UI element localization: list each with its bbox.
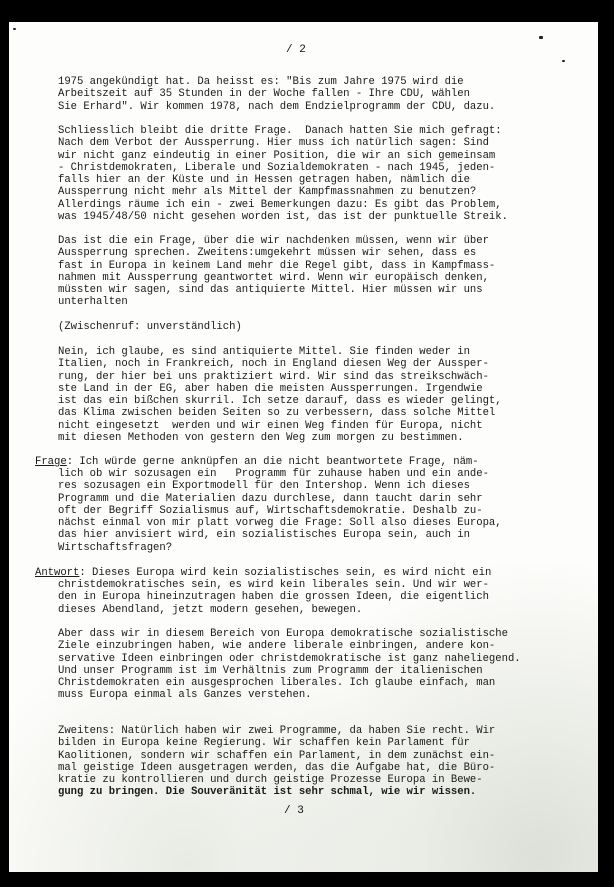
text-line: das hier anvisiert wird, ein sozialistisches Europa sein, auch in <box>58 529 470 542</box>
text-line: ste Land in der EG, aber haben die meisten Aussperrungen. Irgendwie <box>58 382 483 395</box>
text-line: kratie zu kontrollieren und durch geistige Prozesse Europa in Bewe- <box>58 774 483 786</box>
interjection <box>58 321 242 333</box>
text-line: falls hier an der Küste und in Hessen getragen haben, nämlich die <box>58 174 470 186</box>
text-line: christdemokratisches sein, es wird kein liberales sein. Und wir wer- <box>58 579 489 591</box>
text-line: nicht eingesetzt werden und wir einen Weg finden für Europa, nicht <box>58 419 483 432</box>
text-line: Wirtschaftsfragen? <box>58 541 173 554</box>
text-line: lich ob wir sozusagen ein Programm für zuhause haben und ein ande- <box>58 468 489 480</box>
text-line: oft der Begriff Sozialismus auf, Wirtschaftsdemokratie. Deshalb zu- <box>58 504 483 517</box>
text-line: Nach dem Verbot der Aussperrung. Hier muss ich natürlich sagen: Sind <box>58 137 489 150</box>
text-line: mit diesen Methoden von gestern den Weg zum morgen zu bestimmen. <box>58 431 464 444</box>
text-line: Italien, noch in Frankreich, noch in England diesen Weg der Aussper- <box>58 358 489 371</box>
text-line: ist das ein bißchen skurril. Ich setze darauf, dass es wieder gelingt, <box>58 395 502 407</box>
answer-body <box>58 579 489 616</box>
text-line: 1975 angekündigt hat. Da heisst es: "Bis zum Jahre 1975 wird die <box>58 76 464 88</box>
scan-speck <box>539 36 543 39</box>
text-line: Allerdings räume ich ein - zwei Bemerkungen dazu: Es gibt das Problem, <box>58 198 502 211</box>
text-line: Aussperrung sprechen. Zweitens:umgekehrt müssen wir sehen, dass es <box>58 247 477 260</box>
paragraph-1 <box>58 76 495 113</box>
text-line: servative Ideen einbringen oder christdemokratische ist ganz naheliegend. <box>58 652 521 665</box>
text-line: Christdemokraten ein ausgesprochen liberales. Ich glaube einfach, man <box>58 677 496 689</box>
text-line: res sozusagen ein Exportmodell für den Intershop. Wenn ich dieses <box>58 480 470 493</box>
text-line: Und unser Programm ist im Verhältnis zum Programm der italienischen <box>58 664 483 677</box>
text-line: Nein, ich glaube, es sind antiquierte Mittel. Sie finden weder in <box>58 346 470 358</box>
question-first-line <box>35 456 479 468</box>
page-number-header: / 2 <box>286 44 306 56</box>
text-line: bilden in Europa keine Regierung. Wir schaffen kein Parlament für <box>58 737 470 750</box>
text-line: das Klima zwischen beiden Seiten so zu verbessern, dass solche Mittel <box>58 407 496 420</box>
paragraph-6 <box>58 628 521 702</box>
text-line: fast in Europa in keinem Land mehr die Regel gibt, dass in Kampfmass- <box>58 259 496 272</box>
answer-first-line <box>35 567 491 579</box>
text-line: Ziele einzubringen haben, wie andere liberale einbringen, andere kon- <box>58 640 496 653</box>
text-line: Aber dass wir in diesem Bereich von Europa demokratische sozialistische <box>58 628 508 640</box>
text-line: müssten wir sagen, sind das antiquierte Mittel. Hier müssen wir uns <box>58 284 483 296</box>
text-line: mal geistige Ideen ausgetragen werden, das die Aufgabe hat, die Büro- <box>58 761 496 774</box>
paragraph-7-last-line: gung zu bringen. Die Souveränität ist sehr schmal, wie wir wissen. <box>58 786 477 798</box>
paragraph-7 <box>58 725 495 786</box>
paragraph-5 <box>58 346 502 444</box>
paragraph-2 <box>58 125 508 223</box>
text-line: Kaolitionen, sondern wir schaffen ein Parlament, in dem zunächst ein- <box>58 749 496 762</box>
text-line: Aussperrung nicht mehr als Mittel der Kampfmassnahmen zu benutzen? <box>58 186 477 199</box>
text-line: was 1945/48/50 nicht gesehen worden ist, das ist der punktuelle Streik. <box>58 210 508 223</box>
text-line: Schliesslich bleibt die dritte Frage. Danach hatten Sie mich gefragt: <box>58 125 502 137</box>
text-line: nahmen mit Aussperrung geantwortet wird. Wenn wir europäisch denken, <box>58 271 489 284</box>
text-line: den in Europa hineinzutragen haben die grossen Ideen, die eigentlich <box>58 591 489 604</box>
text-line: dieses Abendland, jetzt modern gesehen, bewegen. <box>58 603 363 616</box>
text-line: muss Europa einmal als Ganzes verstehen. <box>58 689 312 702</box>
text-line: (Zwischenruf: unverständlich) <box>58 321 242 333</box>
text-line: nächst einmal von mir platt vorweg die Frage: Soll also dieses Europa, <box>58 517 502 529</box>
scan-speck <box>13 28 16 30</box>
text-line: Zweitens: Natürlich haben wir zwei Programme, da haben Sie recht. Wir <box>58 725 496 737</box>
document-page <box>9 22 598 872</box>
question-body <box>58 468 502 554</box>
text-line: Das ist die ein Frage, über die wir nachdenken müssen, wenn wir über <box>58 235 489 247</box>
question-text-first: : Ich würde gerne anknüpfen an die nicht beantwortete Frage, näm- <box>66 456 479 468</box>
answer-label: Antwort <box>35 567 80 579</box>
page-number-footer: / 3 <box>284 805 304 817</box>
text-line: rung, der hier bei uns praktiziert wird. Wir sind das streikschwäch- <box>58 370 489 383</box>
text-line: wir nicht ganz eindeutig in einer Position, die wir an sich gemeinsam <box>58 149 496 162</box>
answer-text-first: : Dieses Europa wird kein sozialistisches sein, es wird nicht ein <box>79 567 492 579</box>
text-line: unterhalten <box>58 296 128 309</box>
text-line: Sie Erhard". Wir kommen 1978, nach dem Endzielprogramm der CDU, dazu. <box>58 100 496 113</box>
text-line: - Christdemokraten, Liberale und Sozialdemokraten - nach 1945, jeden- <box>58 161 496 174</box>
paragraph-3 <box>58 235 495 309</box>
scan-speck <box>562 60 565 62</box>
text-line: Programm und die Materialien dazu durchlese, dann taucht darin sehr <box>58 492 483 505</box>
question-label: Frage <box>35 456 67 468</box>
text-line: Arbeitszeit auf 35 Stunden in der Woche fallen - Ihre CDU, wählen <box>58 88 470 101</box>
